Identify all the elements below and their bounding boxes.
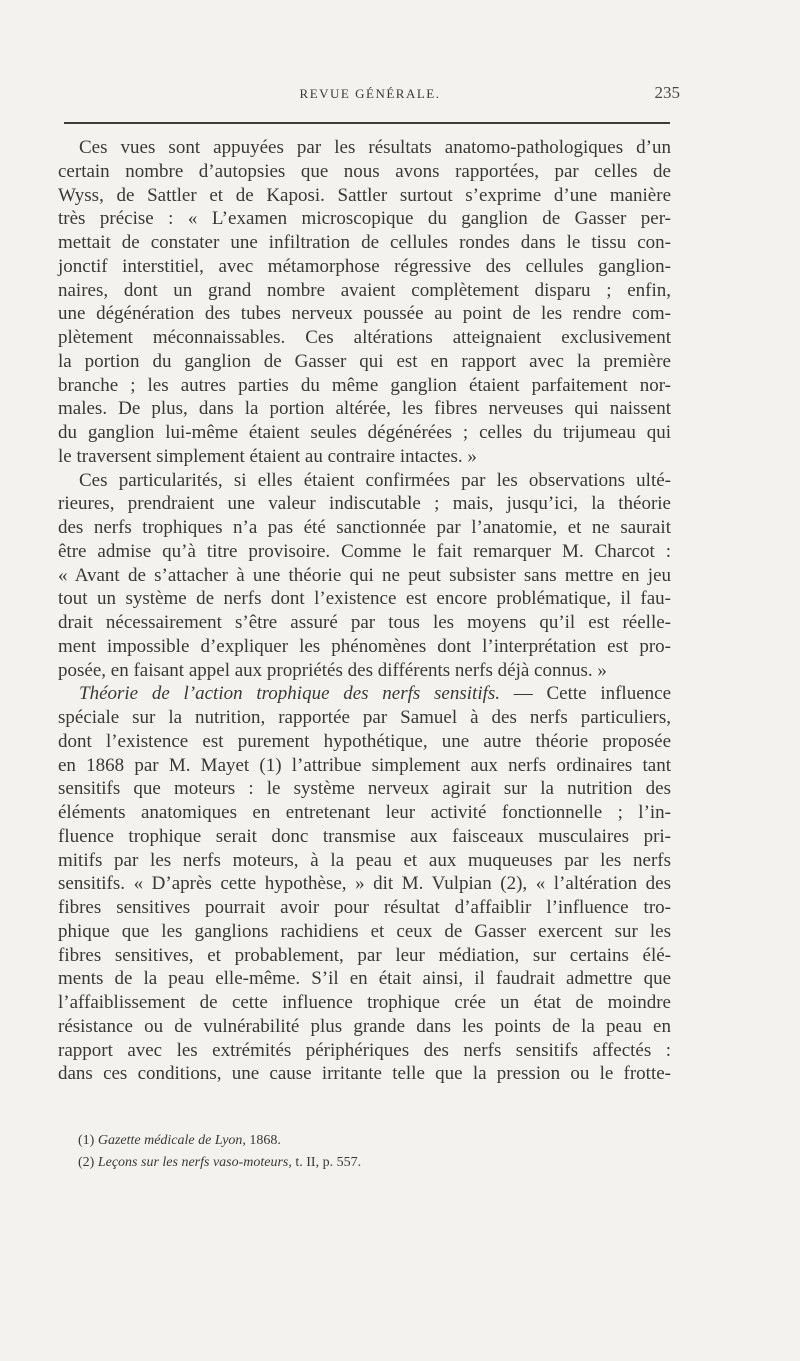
footnote-marker: (1) xyxy=(78,1133,95,1148)
text-line: Wyss, de Sattler et de Kaposi. Sattler surtout s’exprime d’une manière xyxy=(58,184,671,206)
text-line: jonctif interstitiel, avec métamorphose régressive des cellules ganglion- xyxy=(58,255,671,277)
text-line: fluence trophique serait donc transmise aux faisceaux musculaires pri- xyxy=(58,825,671,847)
body-text xyxy=(58,136,671,1086)
text-line: sensitifs que moteurs : le système nerveux agirait sur la nutrition des xyxy=(58,778,671,800)
text-line: sensitifs. « D’après cette hypothèse, » dit M. Vulpian (2), « l’altération des xyxy=(58,873,671,895)
text-line: mitifs par les nerfs moteurs, à la peau et aux muqueuses par les nerfs xyxy=(58,849,671,871)
footnote-title: Leçons sur les nerfs vaso-moteurs, xyxy=(97,1155,292,1170)
section-heading-line xyxy=(58,682,671,706)
text-line: Ces particularités, si elles étaient confirmées par les observations ulté- xyxy=(79,469,671,491)
text-line: rapport avec les extrémités périphériques des nerfs sensitifs affectés : xyxy=(58,1039,671,1061)
text-line: branche ; les autres parties du même ganglion étaient parfaitement nor- xyxy=(58,374,671,396)
running-title: REVUE GÉNÉRALE. xyxy=(299,86,441,101)
footnote-rest: 1868. xyxy=(245,1133,281,1148)
footnote-1 xyxy=(78,1130,638,1152)
text-line: dont l’existence est purement hypothétique, une autre théorie proposée xyxy=(58,730,671,752)
text-line: phique que les ganglions rachidiens et ceux de Gasser exercent sur les xyxy=(58,920,671,942)
footnote-2 xyxy=(78,1152,638,1174)
footnote-rest: t. II, p. 557. xyxy=(291,1155,362,1170)
text-line: ments de la peau elle-même. S’il en était ainsi, il faudrait admettre que xyxy=(58,968,671,990)
footnote-marker: (2) xyxy=(78,1155,95,1170)
text-line: être admise qu’à titre provisoire. Comme le fait remarquer M. Charcot : xyxy=(58,540,671,562)
text-line: dans ces conditions, une cause irritante telle que la pression ou le frotte- xyxy=(58,1063,671,1085)
text-line: mettait de constater une infiltration de cellules rondes dans le tissu con- xyxy=(58,232,671,253)
page-number: 235 xyxy=(654,83,680,102)
text-line: ment impossible d’expliquer les phénomènes dont l’interprétation est pro- xyxy=(58,635,671,657)
text-line: naires, dont un grand nombre avaient complètement disparu ; enfin, xyxy=(58,279,671,301)
text-line: la portion du ganglion de Gasser qui est en rapport avec la première xyxy=(58,350,671,372)
text-line: éléments anatomiques en entretenant leur activité fonctionnelle ; l’in- xyxy=(58,802,671,823)
running-head xyxy=(60,83,680,110)
section-heading-continuation: — Cette influence xyxy=(500,683,672,705)
text-line: des nerfs trophiques n’a pas été sanctionnée par l’anatomie, et ne saurait xyxy=(58,517,671,538)
text-line: résistance ou de vulnérabilité plus grande dans les points de la peau en xyxy=(58,1015,671,1037)
text-line: Ces vues sont appuyées par les résultats anatomo-pathologiques d’un xyxy=(79,137,671,158)
header-rule xyxy=(64,122,670,124)
text-line: certain nombre d’autopsies que nous avons rapportées, par celles de xyxy=(58,160,671,182)
section-heading: Théorie de l’action trophique des nerfs sensitifs. xyxy=(79,683,501,705)
text-line: plètement méconnaissables. Ces altérations atteignaient exclusivement xyxy=(58,327,671,348)
text-line: tout un système de nerfs dont l’existence est encore problématique, il fau- xyxy=(58,588,671,610)
footnote-title: Gazette médicale de Lyon, xyxy=(97,1133,246,1148)
text-line: une dégénération des tubes nerveux poussée au point de les rendre com- xyxy=(58,303,671,325)
text-line: en 1868 par M. Mayet (1) l’attribue simplement aux nerfs ordinaires tant xyxy=(58,754,671,776)
text-line: rieures, prendraient une valeur indiscutable ; mais, jusqu’ici, la théorie xyxy=(58,493,671,515)
text-line: fibres sensitives pourrait avoir pour résultat d’affaiblir l’influence tro- xyxy=(58,897,671,918)
text-line: fibres sensitives, et probablement, par leur médiation, sur certains élé- xyxy=(58,944,671,966)
text-line: drait nécessairement s’être assuré par tous les moyens qu’il est réelle- xyxy=(58,612,671,633)
text-line: posée, en faisant appel aux propriétés des différents nerfs déjà connus. » xyxy=(58,659,607,681)
text-line: spéciale sur la nutrition, rapportée par Samuel à des nerfs particuliers, xyxy=(58,707,671,728)
text-line: « Avant de s’attacher à une théorie qui ne peut subsister sans mettre en jeu xyxy=(58,564,671,586)
text-line: l’affaiblissement de cette influence trophique crée un état de moindre xyxy=(58,992,671,1013)
text-line: le traversent simplement étaient au contraire intactes. » xyxy=(58,445,477,467)
text-line: du ganglion lui-même étaient seules dégénérées ; celles du trijumeau qui xyxy=(58,422,671,443)
text-line: très précise : « L’examen microscopique du ganglion de Gasser per- xyxy=(58,208,671,230)
text-line: males. De plus, dans la portion altérée, les fibres nerveuses qui naissent xyxy=(58,398,671,420)
footnotes xyxy=(78,1130,638,1174)
